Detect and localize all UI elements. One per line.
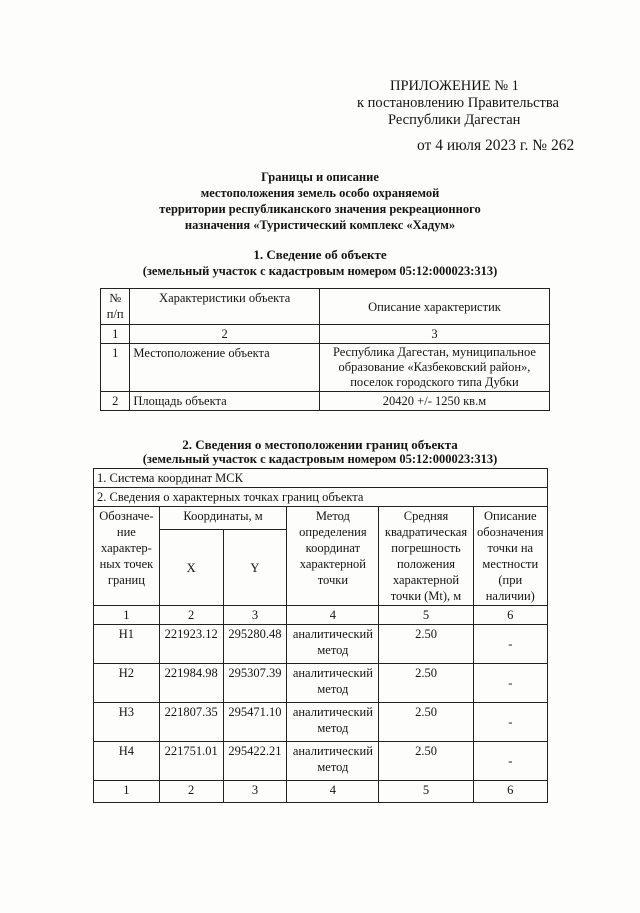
point-name: Н4	[94, 742, 160, 781]
table-row	[94, 703, 548, 742]
coord-system: 1. Система координат МСК	[94, 469, 548, 488]
row-num: 2	[101, 392, 130, 411]
point-method: аналитический метод	[287, 703, 379, 742]
numrow-cell: 1	[101, 325, 130, 344]
row-char: Площадь объекта	[130, 392, 320, 411]
point-x: 221984.98	[159, 664, 223, 703]
footrow-cell: 3	[223, 781, 287, 803]
col-error-header: Средняя квадратическая погрешность положения характерной точки (Mt), м	[379, 507, 473, 606]
numrow-cell: 2	[159, 606, 223, 625]
section1-subheading: (земельный участок с кадастровым номером 05:12:000023:313)	[142, 264, 498, 278]
section1-heading: 1. Сведение об объекте	[253, 247, 387, 262]
numrow-cell: 3	[223, 606, 287, 625]
point-y: 295422.21	[223, 742, 287, 781]
resolution-line: к постановлению Правительства	[357, 95, 559, 111]
col-num-header: № п/п	[101, 289, 130, 325]
point-y: 295471.10	[223, 703, 287, 742]
point-method: аналитический метод	[287, 742, 379, 781]
footrow-cell: 4	[287, 781, 379, 803]
numrow-cell: 4	[287, 606, 379, 625]
table-row	[94, 742, 548, 781]
col-designation-header: Обозначе-ние характер-ных точек границ	[94, 507, 160, 606]
point-desc: -	[473, 742, 547, 781]
numrow-cell: 6	[473, 606, 547, 625]
numrow-cell: 1	[94, 606, 160, 625]
point-error: 2.50	[379, 742, 473, 781]
footrow-cell: 6	[473, 781, 547, 803]
point-method: аналитический метод	[287, 625, 379, 664]
col-y-header: Y	[223, 530, 287, 606]
col-x-header: X	[159, 530, 223, 606]
section2-subheading: (земельный участок с кадастровым номером 05:12:000023:313)	[142, 452, 498, 466]
point-y: 295307.39	[223, 664, 287, 703]
footrow-cell: 5	[379, 781, 473, 803]
point-method: аналитический метод	[287, 664, 379, 703]
table-row	[94, 625, 548, 664]
doc-title-1: Границы и описание	[261, 170, 379, 184]
col-desc-header: Описание обозначения точки на местности (при наличии)	[473, 507, 547, 606]
doc-title-4: назначения «Туристический комплекс «Хадум»	[184, 218, 456, 232]
footrow-cell: 1	[94, 781, 160, 803]
point-desc: -	[473, 703, 547, 742]
point-x: 221751.01	[159, 742, 223, 781]
col-coords-header: Координаты, м	[159, 507, 287, 530]
col-desc-header: Описание характеристик	[319, 289, 549, 325]
row-desc: Республика Дагестан, муниципальное образование «Казбековский район», поселок городского типа Дубки	[319, 344, 549, 392]
point-name: Н1	[94, 625, 160, 664]
republic-line: Республики Дагестан	[388, 112, 521, 128]
col-method-header: Метод определения координат характерной точки	[287, 507, 379, 606]
point-desc: -	[473, 625, 547, 664]
row-char: Местоположение объекта	[130, 344, 320, 392]
point-name: Н2	[94, 664, 160, 703]
section2-heading: 2. Сведения о местоположении границ объекта	[182, 437, 458, 452]
point-x: 221923.12	[159, 625, 223, 664]
appendix-label: ПРИЛОЖЕНИЕ № 1	[390, 78, 519, 94]
points-title: 2. Сведения о характерных точках границ объекта	[94, 488, 548, 507]
object-table	[100, 288, 550, 411]
point-error: 2.50	[379, 664, 473, 703]
table-row	[94, 664, 548, 703]
point-error: 2.50	[379, 625, 473, 664]
point-desc: -	[473, 664, 547, 703]
point-x: 221807.35	[159, 703, 223, 742]
footrow-cell: 2	[159, 781, 223, 803]
point-error: 2.50	[379, 703, 473, 742]
doc-title-2: местоположения земель особо охраняемой	[200, 186, 440, 200]
point-y: 295280.48	[223, 625, 287, 664]
point-name: Н3	[94, 703, 160, 742]
numrow-cell: 2	[130, 325, 320, 344]
row-desc: 20420 +/- 1250 кв.м	[319, 392, 549, 411]
numrow-cell: 5	[379, 606, 473, 625]
row-num: 1	[101, 344, 130, 392]
points-table	[93, 468, 548, 803]
resolution-date: от 4 июля 2023 г. № 262	[417, 137, 575, 154]
col-char-header: Характеристики объекта	[130, 289, 320, 325]
doc-title-3: территории республиканского значения рекреационного	[159, 202, 481, 216]
numrow-cell: 3	[319, 325, 549, 344]
